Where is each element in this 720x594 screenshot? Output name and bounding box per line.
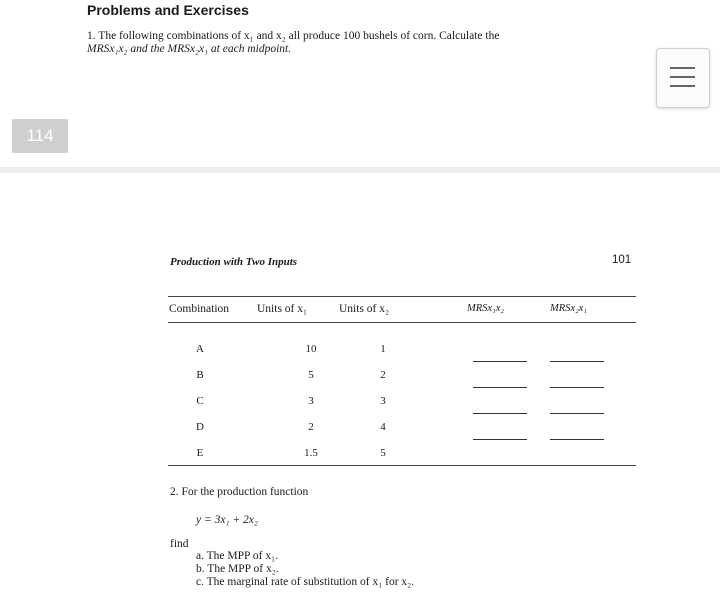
answer-blank[interactable]	[550, 387, 604, 388]
problem-2-item-a: a. The MPP of x₁.	[196, 550, 278, 562]
header-mrs-x1x2: MRSx₁x₂	[467, 303, 505, 314]
table-row-a-combination: A	[196, 343, 204, 355]
answer-blank[interactable]	[473, 439, 527, 440]
table-row-e-combination: E	[196, 447, 204, 459]
table-row-c-x2: 3	[380, 395, 386, 407]
section-heading: Problems and Exercises	[87, 2, 249, 18]
table-row-e-x1: 1.5	[304, 447, 318, 459]
page-number-badge[interactable]: 114	[12, 119, 68, 153]
table-row-d-combination: D	[196, 421, 204, 433]
table-bottom-rule	[168, 465, 636, 466]
answer-blank[interactable]	[550, 439, 604, 440]
table-row-d-x1: 2	[308, 421, 314, 433]
table-row-b-x1: 5	[308, 369, 314, 381]
header-units-x1: Units of x₁	[257, 303, 308, 315]
answer-blank[interactable]	[473, 387, 527, 388]
page-divider	[0, 167, 720, 173]
answer-blank[interactable]	[473, 361, 527, 362]
answer-blank[interactable]	[473, 413, 527, 414]
answer-blank[interactable]	[550, 361, 604, 362]
problem-1-line-1: 1. The following combinations of x₁ and x₂ all produce 100 bushels of corn. Calculate the	[87, 30, 500, 42]
table-header-rule	[168, 322, 636, 323]
table-row-a-x2: 1	[380, 343, 386, 355]
table-row-b-x2: 2	[380, 369, 386, 381]
problem-2-item-b: b. The MPP of x₂.	[196, 563, 279, 575]
find-label: find	[170, 538, 189, 550]
table-row-d-x2: 4	[380, 421, 386, 433]
header-combination: Combination	[169, 303, 230, 315]
page-number: 101	[612, 254, 632, 266]
table-row-c-x1: 3	[308, 395, 314, 407]
header-units-x2: Units of x₂	[339, 303, 390, 315]
table-row-e-x2: 5	[380, 447, 386, 459]
problem-1-line-2: MRSx₁x₂ and the MRSx₂x₁ at each midpoint.	[87, 43, 292, 55]
problem-2-item-c: c. The marginal rate of substitution of x₁ for x₂.	[196, 576, 415, 588]
table-row-b-combination: B	[196, 369, 204, 381]
table-top-rule	[168, 296, 636, 297]
production-function-equation: y = 3x₁ + 2x₂	[196, 514, 258, 526]
table-title: Production with Two Inputs	[170, 256, 298, 268]
problem-1-text	[87, 30, 567, 56]
header-mrs-x2x1: MRSx₂x₁	[550, 303, 588, 314]
problem-2-intro: 2. For the production function	[170, 486, 309, 498]
answer-blank[interactable]	[550, 413, 604, 414]
table-row-a-x1: 10	[305, 343, 317, 355]
table-row-c-combination: C	[196, 395, 204, 407]
menu-button[interactable]	[656, 48, 710, 108]
